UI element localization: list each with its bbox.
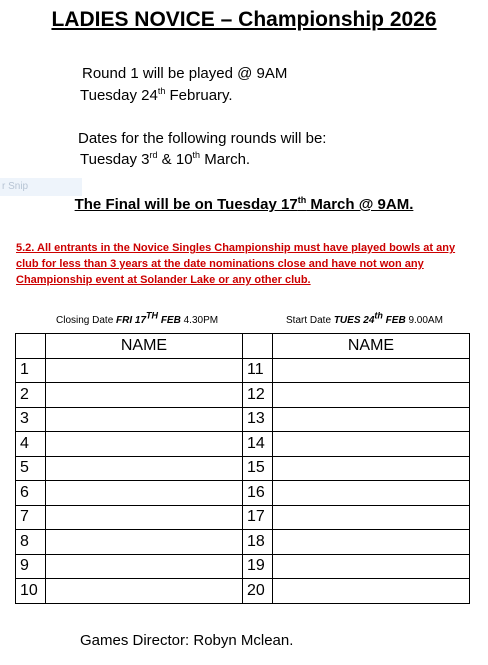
entry-number-right: 12 [243,383,273,408]
entry-name-cell-right[interactable] [273,432,470,457]
entry-number-right: 14 [243,432,273,457]
header-number-cell-left [16,334,46,359]
page-title: LADIES NOVICE – Championship 2026 [51,8,437,31]
table-row [16,554,470,579]
table-header-row [16,334,470,359]
round1-day-suffix: th [157,86,166,96]
entry-number-right: 20 [243,579,273,604]
entry-number-left: 8 [16,530,46,555]
entry-number-left: 10 [16,579,46,604]
entry-name-cell-left[interactable] [46,407,243,432]
following-month: March. [200,151,251,168]
following-rounds-line: Dates for the following rounds will be: [78,130,327,147]
entry-name-cell-right[interactable] [273,407,470,432]
round1-date [80,86,233,106]
entry-name-cell-left[interactable] [46,383,243,408]
name-header-right: NAME [273,334,470,359]
closing-day: FRI 17 [116,315,147,326]
entry-name-cell-left[interactable] [46,505,243,530]
entry-number-right: 13 [243,407,273,432]
closing-label: Closing Date [56,315,117,326]
table-row [16,456,470,481]
closing-time: 4.30PM [180,315,219,326]
entry-number-right: 16 [243,481,273,506]
entry-number-left: 2 [16,383,46,408]
round1-month: February. [165,87,233,104]
entry-number-left: 1 [16,358,46,383]
eligibility-rule: 5.2. All entrants in the Novice Singles Championship must have played bowls at any club for less than 3 years at the date nominations close and have not won any Championship event at Solander Lake or any other club. [16,242,456,286]
following-date-2-suffix: th [192,150,201,160]
entry-name-cell-left[interactable] [46,481,243,506]
header-number-cell-right [243,334,273,359]
snip-overlay: r Snip [0,178,82,196]
start-day-suffix: th [374,310,383,321]
games-director: Games Director: Robyn Mclean. [80,632,294,649]
following-date-1-suffix: rd [149,150,158,160]
table-row [16,530,470,555]
final-time: March @ 9AM. [306,196,414,213]
table-row [16,481,470,506]
entry-name-cell-right[interactable] [273,505,470,530]
final-announcement [0,196,488,213]
table-row [16,358,470,383]
entry-number-right: 18 [243,530,273,555]
table-row [16,579,470,604]
closing-date [56,310,219,326]
table-row [16,383,470,408]
round1-line1: Round 1 will be played @ 9AM [82,65,288,82]
entry-name-cell-left[interactable] [46,456,243,481]
entry-name-cell-left[interactable] [46,579,243,604]
entry-number-right: 11 [243,358,273,383]
round1-day: Tuesday 24 [80,87,158,104]
start-time: 9.00AM [405,315,443,326]
entry-name-cell-right[interactable] [273,554,470,579]
entry-name-cell-right[interactable] [273,530,470,555]
entry-number-right: 19 [243,554,273,579]
following-date-2: & 10 [157,151,193,168]
table-row [16,407,470,432]
name-header-left: NAME [46,334,243,359]
entry-name-cell-left[interactable] [46,358,243,383]
entry-number-left: 3 [16,407,46,432]
table-row [16,505,470,530]
final-date-suffix: th [297,195,307,205]
final-date: The Final will be on Tuesday 17 [74,196,298,213]
entry-number-left: 5 [16,456,46,481]
entry-name-cell-right[interactable] [273,481,470,506]
entry-number-right: 15 [243,456,273,481]
following-date-1: Tuesday 3 [80,151,150,168]
closing-day-suffix: TH [146,310,159,321]
entry-name-cell-left[interactable] [46,554,243,579]
start-date [286,310,443,326]
entry-name-cell-right[interactable] [273,456,470,481]
start-month: FEB [382,315,406,326]
entry-number-left: 9 [16,554,46,579]
entry-name-cell-left[interactable] [46,530,243,555]
entry-name-cell-right[interactable] [273,579,470,604]
entry-number-left: 6 [16,481,46,506]
entry-number-left: 7 [16,505,46,530]
entry-name-cell-right[interactable] [273,358,470,383]
entry-number-left: 4 [16,432,46,457]
start-day: TUES 24 [333,315,375,326]
entry-name-cell-left[interactable] [46,432,243,457]
table-row [16,432,470,457]
start-label: Start Date [286,315,334,326]
entry-table [15,333,470,604]
entry-number-right: 17 [243,505,273,530]
following-rounds-dates [80,150,250,170]
entry-name-cell-right[interactable] [273,383,470,408]
closing-month: FEB [158,315,181,326]
